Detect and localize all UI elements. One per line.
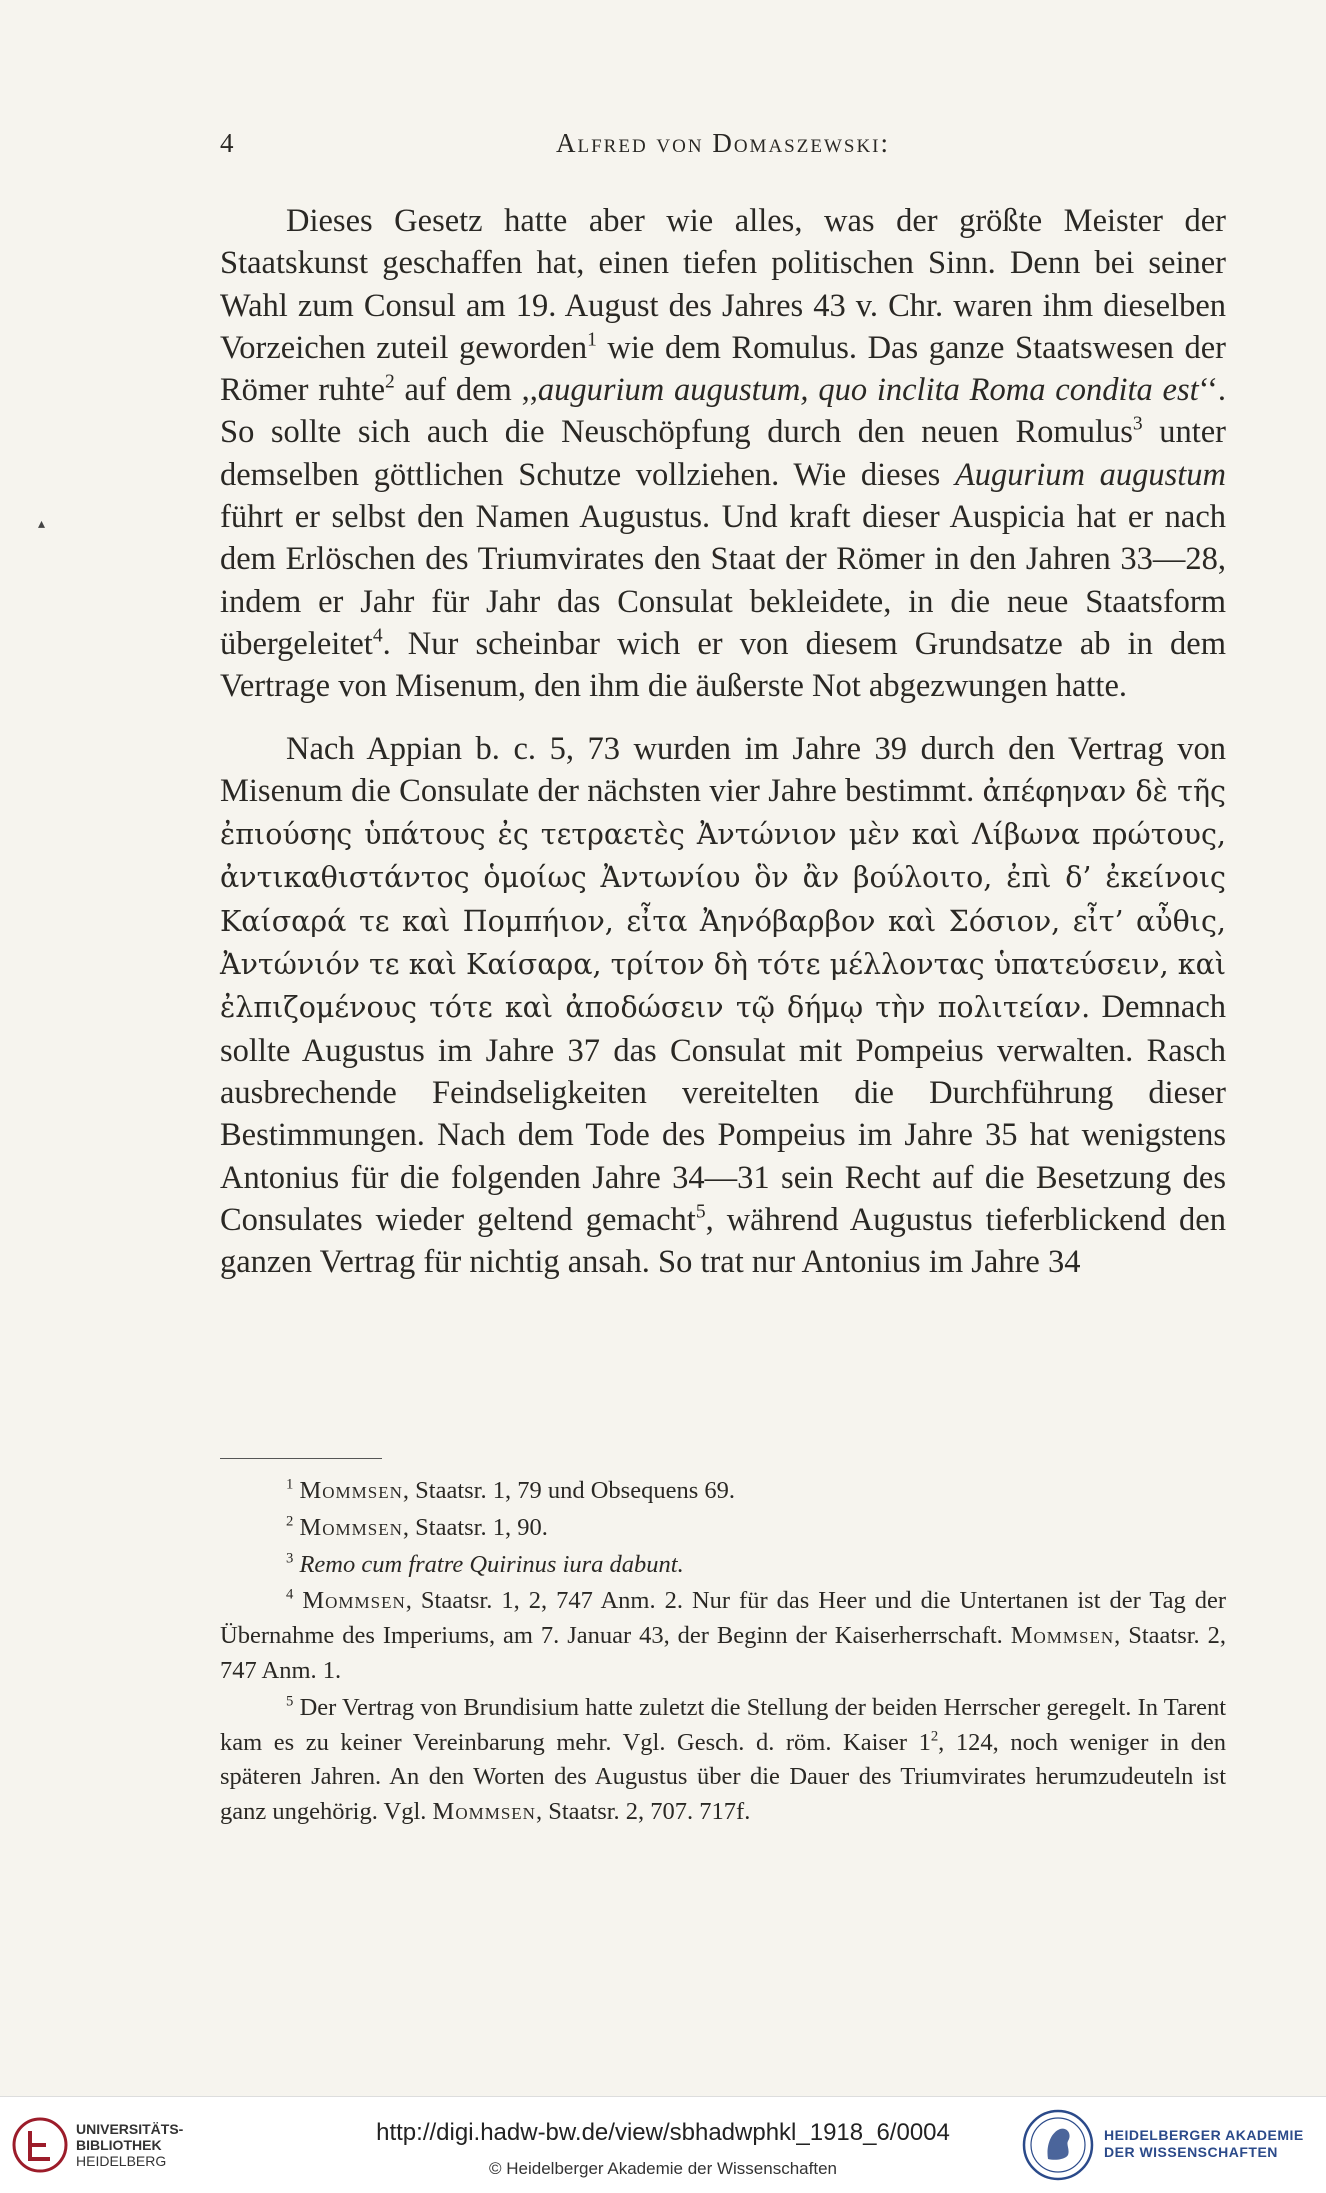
footnote-1 (220, 1474, 1226, 1509)
footnote-text: , Staatsr. 2, 707. 717f. (535, 1798, 751, 1826)
footnote-number: 1 (286, 1476, 294, 1493)
footnote-text: , Staatsr. 2, 747 Anm. 1. (220, 1622, 1226, 1684)
footnote-text: , Staatsr. 1, 2, 747 Anm. 2. Nur für das Heer und die Untertanen ist der Tag der Übernahme des Imperiums, am 7. Januar 43, der Beginn der Kaiserherrschaft. (220, 1587, 1227, 1650)
academy-line: HEIDELBERGER AKADEMIE (1104, 2127, 1304, 2143)
author-name: Mommsen (432, 1798, 536, 1826)
text-run: auf dem ,, (394, 372, 538, 409)
text-run: unter demselben göttlichen Schutze vollziehen. Wie dieses (220, 414, 1227, 493)
viewer-footer (0, 2096, 1326, 2193)
running-title: Alfred von Domaszewski: (556, 128, 890, 158)
footnote-number: 4 (286, 1586, 294, 1603)
text-run: Nach Appian b. c. 5, 73 wurden im Jahre 39 durch den Vertrag von Misenum die Consulate der nächsten vier Jahre bestimmt. (220, 730, 1226, 809)
text-run: , während Augustus tieferblickend den ganzen Vertrag für nichtig ansah. So trat nur Antonius im Jahre 34 (220, 1201, 1226, 1281)
footnote-2 (220, 1511, 1226, 1546)
author-name: Mommsen (299, 1513, 403, 1541)
edition-superscript: 2 (930, 1728, 939, 1745)
text-run: . Nur scheinbar wich er von diesem Grundsatze ab in dem Vertrage von Misenum, den ihm die äußerste Not abgezwungen hatte. (220, 625, 1226, 705)
academy-seal-icon (1022, 2109, 1094, 2181)
author-name: Mommsen (1010, 1622, 1115, 1650)
text-run: wie dem Romulus. Das ganze Staatswesen der Römer ruhte (220, 329, 1226, 409)
footnote-text: Der Vertrag von Brundisium hatte zuletzt die Stellung der beiden Herrscher geregelt. In Tarent kam es zu keiner Vereinbarung mehr. Vgl. Gesch. d. röm. Kaiser 1 (220, 1693, 1227, 1756)
latin-term: Augurium augustum (954, 456, 1226, 493)
library-line: HEIDELBERG (76, 2153, 167, 2169)
footnote-3 (220, 1548, 1226, 1583)
running-header (220, 128, 1226, 168)
paragraph-1 (220, 200, 1226, 708)
footnote-ref-4: 4 (372, 625, 383, 647)
author-name: Mommsen (302, 1587, 406, 1615)
greek-quote: ἀπέφηναν δὲ τῆς ἐπιούσης ὑπάτους ἐς τετραετὲς Ἀντώνιον μὲν καὶ Λίβωνα πρώτους, ἀντικαθιστάντος ὁμοίως Ἀντωνίου ὃν ἂν βούλοιτο, ἐπὶ δ’ ἐκείνοις Καίσαρά τε καὶ Πομπήιον, εἶτα Ἀηνόβαρβον καὶ Σόσιον, εἶτ’ αὖθις, Ἀντώνιόν τε καὶ Καίσαρα, τρίτον δὴ τότε μέλλοντας ὑπατεύσειν, καὶ ἐλπιζομένους τότε καὶ ἀποδώσειν τῷ δήμῳ τὴν πολιτείαν. (220, 774, 1226, 1025)
footnote-ref-1: 1 (587, 329, 597, 351)
footnote-5 (220, 1691, 1226, 1830)
library-line: BIBLIOTHEK (76, 2137, 162, 2153)
page-number: 4 (220, 128, 235, 158)
permalink-url[interactable]: http://digi.hadw-bw.de/view/sbhadwphkl_1918_6/0004 (376, 2119, 950, 2146)
academy-line: DER WISSENSCHAFTEN (1104, 2144, 1278, 2160)
text-run: Dieses Gesetz hatte aber wie alles, was der größte Meister der Staatskunst geschaffen hat, einen tiefen politischen Sinn. Denn bei seiner Wahl zum Consul am 19. August des Jahres 43 v. Chr. waren ihm dieselben Vorzeichen zuteil geworden (220, 203, 1226, 366)
text-run: führt er selbst den Namen Augustus. Und kraft dieser Auspicia hat er nach dem Erlöschen des Triumvirates den Staat der Römer in den Jahren 33—28, indem er Jahr für Jahr das Consulat bekleidete, in die neue Staatsform übergeleitet (220, 499, 1226, 662)
library-line: UNIVERSITÄTS- (76, 2121, 184, 2137)
latin-quote: augurium augustum, quo inclita Roma condita est (537, 372, 1199, 409)
footnote-number: 3 (286, 1550, 294, 1567)
academy-name (1104, 2127, 1304, 2161)
body-text (220, 200, 1226, 1283)
text-run: ‘‘. So sollte sich auch die Neuschöpfung durch den neuen Romulus (220, 372, 1227, 451)
footnote-ref-5: 5 (695, 1201, 706, 1223)
author-name: Mommsen (299, 1477, 403, 1504)
footnote-4 (220, 1584, 1226, 1688)
copyright-notice: © Heidelberger Akademie der Wissenschaften (489, 2159, 837, 2178)
text-run: Demnach sollte Augustus im Jahre 37 das Consulat mit Pompeius verwalten. Rasch ausbrechende Feindseligkeiten vereitelten die Durchführung dieser Bestimmungen. Nach dem Tode des Pompeius im Jahre 35 hat wenigstens Antonius für die folgenden Jahre 34—31 sein Recht auf die Besetzung des Consulates wieder geltend gemacht (220, 989, 1226, 1238)
footnote-text: , Staatsr. 1, 79 und Obsequens 69. (402, 1477, 735, 1504)
footnote-number: 5 (286, 1693, 294, 1710)
paragraph-2 (220, 728, 1226, 1284)
footnotes (220, 1474, 1226, 1831)
footnote-ref-2: 2 (385, 371, 395, 393)
footnote-text: Remo cum fratre Quirinus iura dabunt. (299, 1550, 684, 1578)
scan-artifact-mark: ▴ (38, 516, 46, 532)
footnote-number: 2 (286, 1513, 294, 1530)
footnote-text: , Staatsr. 1, 90. (402, 1513, 548, 1541)
footnote-text: , 124, noch weniger in den späteren Jahren. An den Worten des Augustus über die Dauer des Triumvirates herumzudeuteln ist ganz ungehörig. Vgl. (220, 1728, 1227, 1826)
footnote-ref-3: 3 (1132, 413, 1143, 435)
footnote-separator (220, 1458, 382, 1459)
